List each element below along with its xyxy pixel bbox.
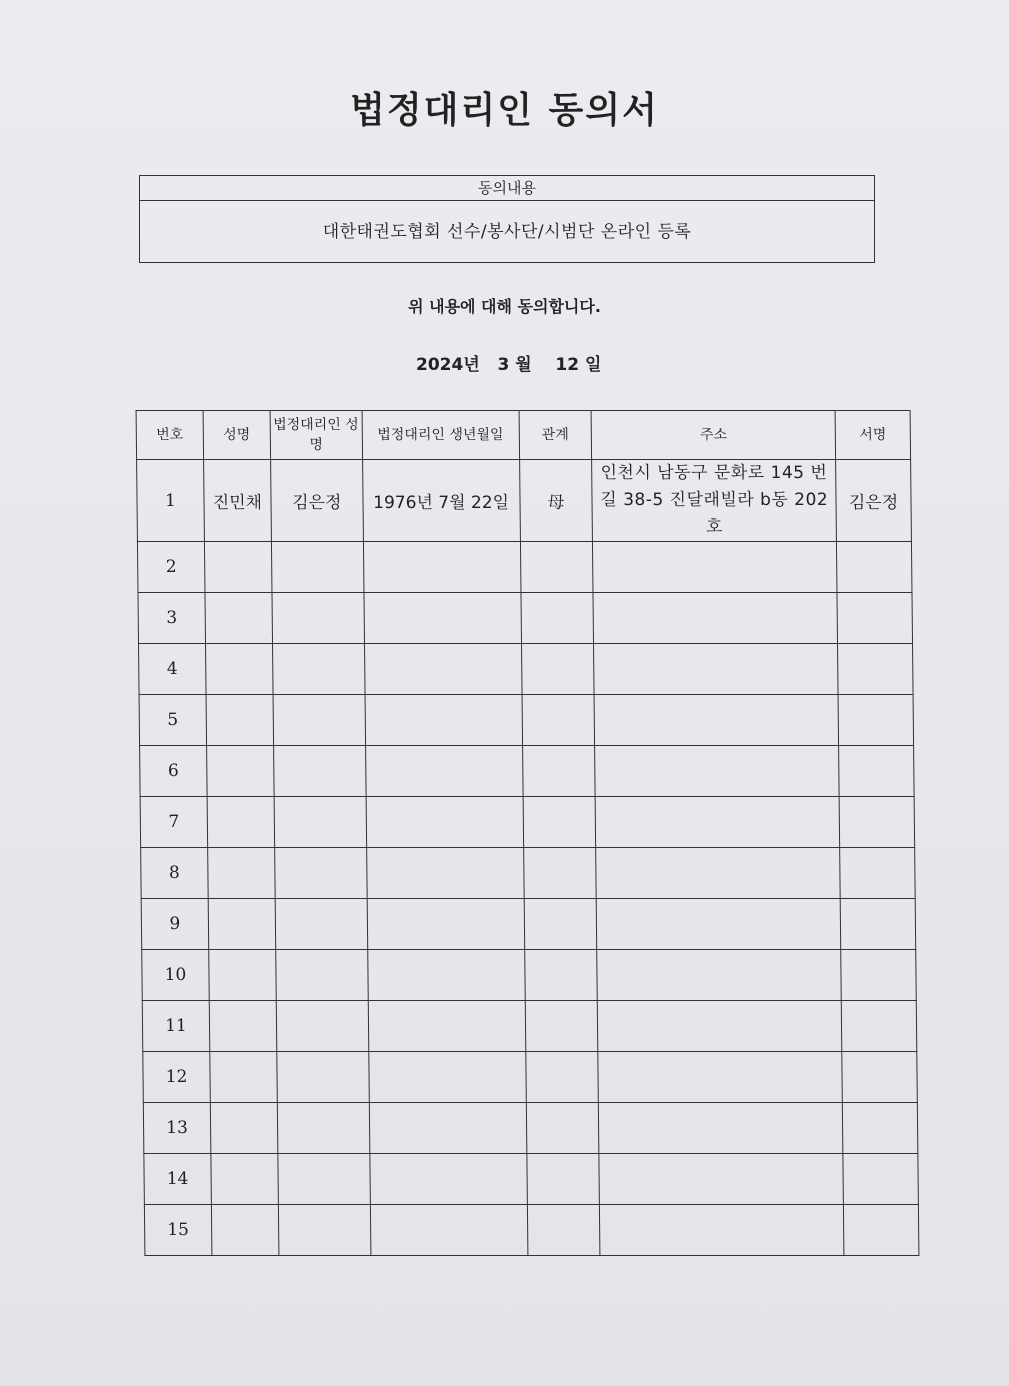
relation-cell [523,797,596,848]
row-number-cell: 4 [139,644,206,695]
relation-cell [526,1154,599,1205]
relation-cell [525,1052,598,1103]
table-row [139,695,914,746]
guardian-birth-cell [366,797,523,848]
guardian-table [136,410,920,1256]
student-name-cell [205,593,272,644]
table-row [139,644,914,695]
row-number-cell: 6 [140,746,207,797]
header-address: 주소 [591,411,835,460]
row-number-cell: 3 [138,593,205,644]
row-number-cell: 5 [139,695,206,746]
relation-cell [526,1103,599,1154]
guardian-birth-cell [368,1001,525,1052]
guardian-birth-cell: 1976년 7월 22일 [362,460,520,542]
address-cell [599,1154,843,1205]
date-year: 2024년 [416,355,480,375]
guardian-birth-cell [364,593,521,644]
table-row [140,746,915,797]
address-cell: 인천시 남동구 문화로 145 번길 38-5 진달래빌라 b동 202호 [592,460,836,542]
header-relation: 관계 [519,411,592,460]
row-number-cell: 14 [144,1154,211,1205]
guardian-birth-cell [365,695,522,746]
page-title: 법정대리인 동의서 [350,90,659,131]
guardian-name-cell [275,899,367,950]
address-cell [595,746,839,797]
address-cell [593,593,837,644]
signature-cell [842,1103,917,1154]
guardian-name-cell [273,746,365,797]
signature-cell: 김은정 [836,460,912,542]
signature-cell [840,899,915,950]
address-cell [594,644,838,695]
header-sign: 서명 [835,411,910,460]
student-name-cell [209,1001,276,1052]
table-row [138,593,913,644]
guardian-birth-cell [370,1154,527,1205]
student-name-cell [210,1103,277,1154]
consent-box [139,175,875,263]
student-name-cell [207,797,274,848]
signature-cell [839,746,914,797]
signature-cell [838,695,913,746]
relation-cell [520,542,593,593]
student-name-cell [209,950,276,1001]
guardian-birth-cell [363,542,520,593]
address-cell [594,695,838,746]
student-name-cell [207,746,274,797]
guardian-birth-cell [370,1205,527,1256]
student-name-cell [204,542,271,593]
relation-cell [522,746,595,797]
table-row [137,460,912,542]
header-guardian-birth: 법정대리인 생년월일 [362,411,519,460]
table-row [143,1103,918,1154]
signature-cell [843,1154,918,1205]
row-number-cell: 10 [142,950,209,1001]
student-name-cell [208,899,275,950]
guardian-birth-cell [369,1103,526,1154]
signature-cell [842,1052,917,1103]
guardian-birth-cell [367,950,524,1001]
header-guardian-name: 법정대리인 성명 [270,411,362,460]
student-name-cell [210,1052,277,1103]
date-month: 3 월 [497,355,532,375]
guardian-name-cell [277,1052,369,1103]
date-line [416,350,601,375]
student-name-cell [205,644,272,695]
guardian-name-cell [277,1103,369,1154]
signature-cell [837,593,912,644]
row-number-cell: 12 [143,1052,210,1103]
relation-cell [525,1001,598,1052]
relation-cell [523,848,596,899]
agree-statement: 위 내용에 대해 동의합니다. [408,297,601,316]
consent-header: 동의내용 [140,176,874,201]
row-number-cell: 9 [141,899,208,950]
guardian-birth-cell [367,899,524,950]
header-name: 성명 [203,411,270,460]
address-cell [597,899,841,950]
relation-cell [520,593,593,644]
signature-cell [841,1001,916,1052]
signature-cell [839,797,914,848]
relation-cell [524,950,597,1001]
table-header-row [136,411,911,460]
consent-body: 대한태권도협회 선수/봉사단/시범단 온라인 등록 [322,222,692,242]
table-row [141,899,916,950]
row-number-cell: 2 [137,542,204,593]
address-cell [596,848,840,899]
table-row [140,797,915,848]
student-name-cell [211,1205,278,1256]
relation-cell: 母 [519,460,593,542]
guardian-name-cell [274,848,366,899]
signature-cell [843,1205,918,1256]
guardian-name-cell [273,695,365,746]
table-row [137,542,912,593]
row-number-cell: 13 [143,1103,210,1154]
table-row [144,1205,919,1256]
guardian-name-cell [271,542,363,593]
guardian-name-cell [276,950,368,1001]
guardian-name-cell [272,644,364,695]
table-row [142,950,917,1001]
guardian-birth-cell [368,1052,525,1103]
student-name-cell [211,1154,278,1205]
row-number-cell: 7 [140,797,207,848]
address-cell [597,950,841,1001]
date-day: 12 일 [555,355,602,375]
address-cell [598,1052,842,1103]
table-row [141,848,916,899]
student-name-cell [206,695,273,746]
student-name-cell [208,848,275,899]
guardian-name-cell [272,593,364,644]
row-number-cell: 11 [142,1001,209,1052]
address-cell [598,1001,842,1052]
table-row [144,1154,919,1205]
signature-cell [841,950,916,1001]
relation-cell [521,644,594,695]
address-cell [596,797,840,848]
relation-cell [524,899,597,950]
student-name-cell: 진민채 [204,460,272,542]
address-cell [599,1103,843,1154]
signature-cell [838,644,913,695]
row-number-cell: 15 [144,1205,211,1256]
signature-cell [840,848,915,899]
guardian-name-cell [278,1205,370,1256]
guardian-name-cell [274,797,366,848]
guardian-birth-cell [364,644,521,695]
guardian-birth-cell [366,848,523,899]
row-number-cell: 1 [137,460,205,542]
table-row [142,1001,917,1052]
table-body [137,460,919,1256]
guardian-name-cell [278,1154,370,1205]
address-cell [600,1205,844,1256]
relation-cell [522,695,595,746]
guardian-name-cell [276,1001,368,1052]
signature-cell [837,542,912,593]
table-row [143,1052,918,1103]
row-number-cell: 8 [141,848,208,899]
guardian-name-cell: 김은정 [270,460,363,542]
relation-cell [527,1205,600,1256]
header-no: 번호 [136,411,203,460]
guardian-birth-cell [365,746,522,797]
address-cell [593,542,837,593]
